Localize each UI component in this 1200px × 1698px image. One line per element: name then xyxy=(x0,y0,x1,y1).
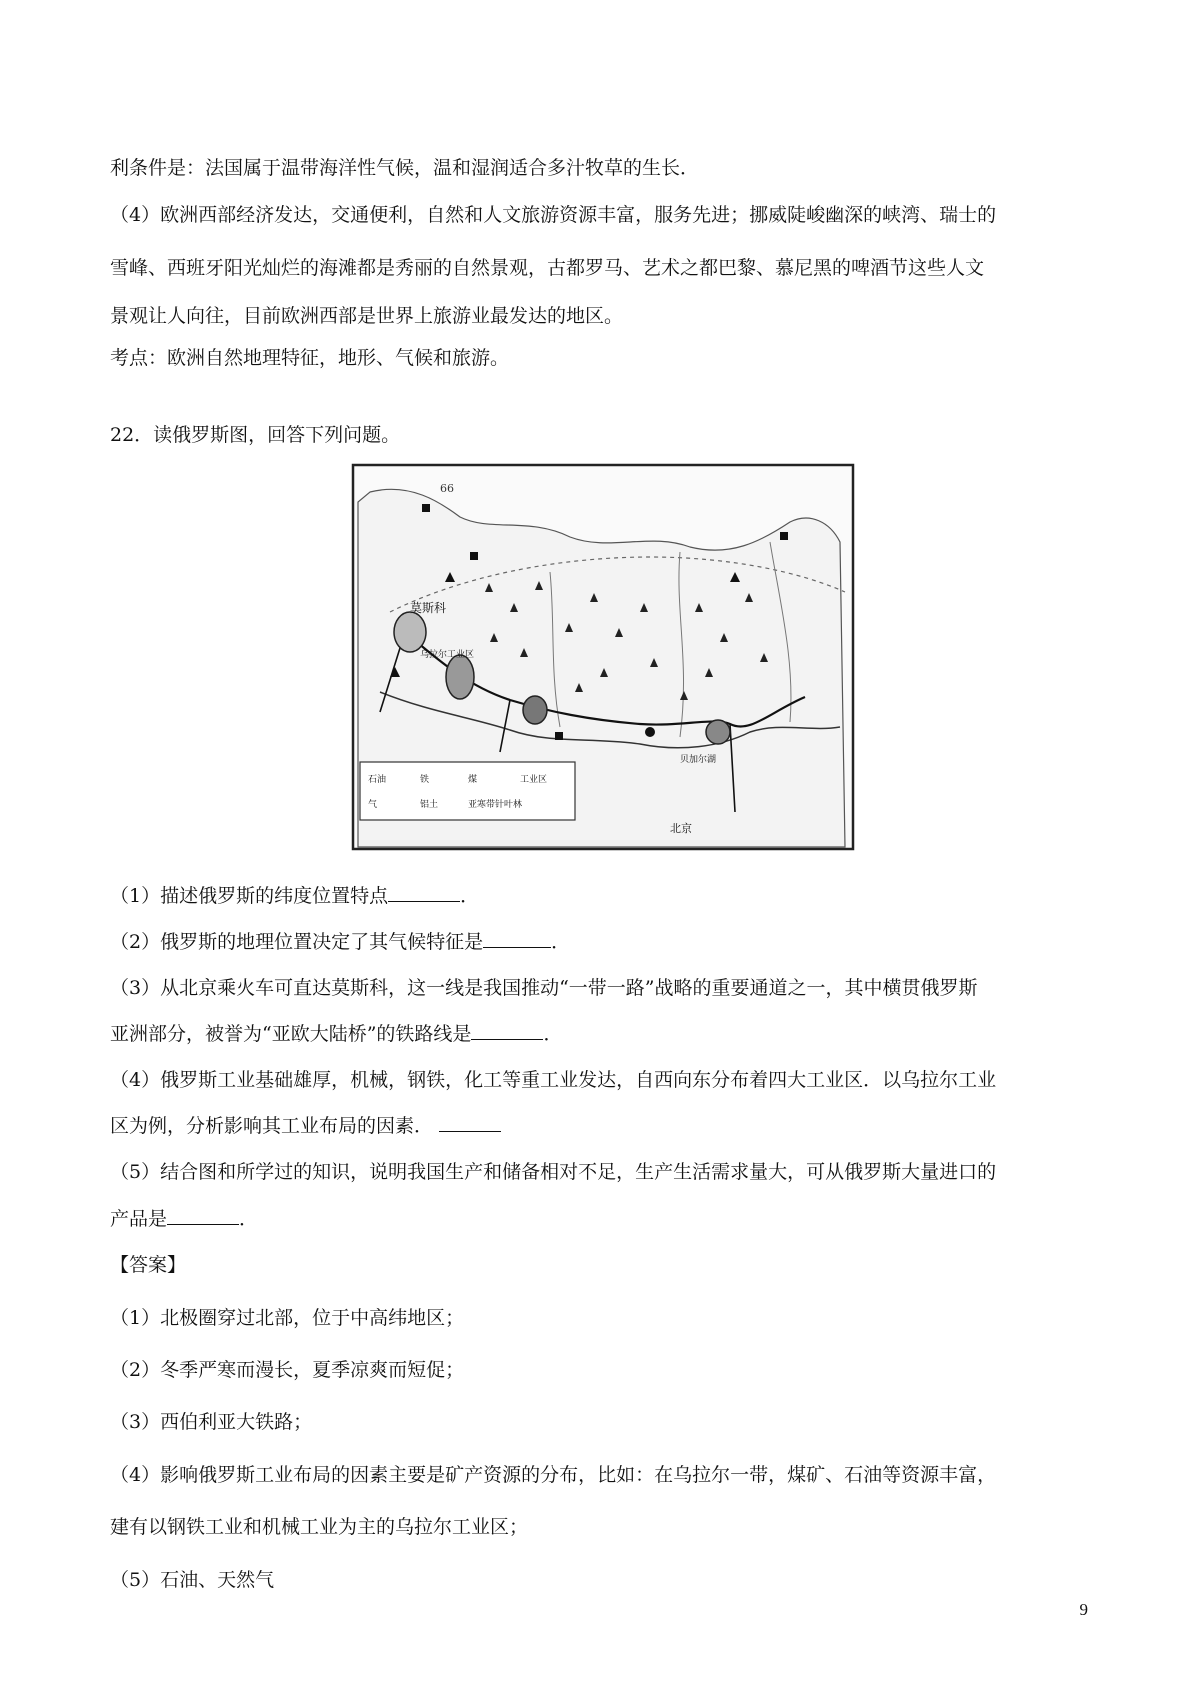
moscow-industry-region xyxy=(394,612,426,652)
ural-label: 乌拉尔工业区 xyxy=(420,650,475,660)
answer-4-line2: 建有以钢铁工业和机械工业为主的乌拉尔工业区； xyxy=(110,1516,529,1538)
answer-4-line1: （4）影响俄罗斯工业布局的因素主要是矿产资源的分布，比如：在乌拉尔一带，煤矿、石油等资源丰富， xyxy=(110,1464,997,1486)
period: ． xyxy=(543,1023,563,1045)
legend-gas: 气 xyxy=(368,800,378,810)
question-3-line2 xyxy=(110,1021,562,1047)
latitude-label: 66 xyxy=(440,482,454,495)
russia-map xyxy=(350,462,856,852)
legend-coal: 煤 xyxy=(468,775,478,785)
answer-header: 【答案】 xyxy=(110,1254,187,1276)
answer-blank-5[interactable] xyxy=(167,1206,239,1225)
beijing-label: 北京 xyxy=(670,822,692,835)
prev-answer-paragraph-4-line1: （4）欧洲西部经济发达，交通便利，自然和人文旅游资源丰富，服务先进；挪威陡峻幽深的峡湾、瑞士的 xyxy=(110,204,997,226)
lake-label: 贝加尔湖 xyxy=(680,755,717,765)
moscow-label: 莫斯科 xyxy=(410,601,447,615)
question-2 xyxy=(110,929,570,955)
legend-industry: 工业区 xyxy=(520,775,548,785)
map-legend xyxy=(360,762,575,820)
period: ． xyxy=(460,885,480,907)
question-2-text: （2）俄罗斯的地理位置决定了其气候特征是 xyxy=(110,931,484,953)
question-1-text: （1）描述俄罗斯的纬度位置特点 xyxy=(110,885,389,907)
answer-blank-3[interactable] xyxy=(471,1021,543,1040)
legend-aluminium: 铝土 xyxy=(420,800,439,810)
question-3-text: 亚洲部分，被誉为“亚欧大陆桥”的铁路线是 xyxy=(110,1023,472,1045)
legend-iron: 铁 xyxy=(420,775,430,785)
legend-forest: 亚寒带针叶林 xyxy=(468,800,523,810)
question-5-line2 xyxy=(110,1206,258,1232)
answer-5: （5）石油、天然气 xyxy=(110,1569,275,1591)
prev-answer-line: 利条件是：法国属于温带海洋性气候，温和湿润适合多汁牧草的生长． xyxy=(110,157,700,179)
answer-blank-2[interactable] xyxy=(483,929,551,948)
question-4-line1: （4）俄罗斯工业基础雄厚，机械，钢铁，化工等重工业发达，自西向东分布着四大工业区．以乌拉尔工业 xyxy=(110,1069,997,1091)
answer-1: （1）北极圈穿过北部，位于中高纬地区； xyxy=(110,1307,465,1329)
legend-oil: 石油 xyxy=(368,775,387,785)
prev-answer-paragraph-4-line2: 雪峰、西班牙阳光灿烂的海滩都是秀丽的自然景观，古都罗马、艺术之都巴黎、慕尼黑的啤酒节这些人文 xyxy=(110,257,985,279)
answer-blank-1[interactable] xyxy=(388,883,460,902)
prev-answer-paragraph-4-line3: 景观让人向往，目前欧洲西部是世界上旅游业最发达的地区。 xyxy=(110,305,624,327)
question-5-text: 产品是 xyxy=(110,1208,168,1230)
question-3-line1: （3）从北京乘火车可直达莫斯科，这一线是我国推动“一带一路”战略的重要通道之一，其中横贯俄罗斯 xyxy=(110,977,978,999)
page-number: 9 xyxy=(1079,1600,1088,1619)
answer-2: （2）冬季严寒而漫长，夏季凉爽而短促； xyxy=(110,1359,465,1381)
question-4-text: 区为例，分析影响其工业布局的因素． xyxy=(110,1115,434,1137)
question-4-line2 xyxy=(110,1113,501,1139)
far-east-industry-region xyxy=(706,720,730,744)
question-title: 22．读俄罗斯图，回答下列问题。 xyxy=(110,424,401,446)
period: ． xyxy=(551,931,571,953)
question-5-line1: （5）结合图和所学过的知识，说明我国生产和储备相对不足，生产生活需求量大，可从俄罗斯大量进口的 xyxy=(110,1161,997,1183)
answer-3: （3）西伯利亚大铁路； xyxy=(110,1411,313,1433)
question-1 xyxy=(110,883,479,909)
kaodian-line: 考点：欧洲自然地理特征，地形、气候和旅游。 xyxy=(110,347,510,369)
kuzbass-industry-region xyxy=(523,696,547,724)
period: ． xyxy=(239,1208,259,1230)
ural-industry-region xyxy=(446,655,474,699)
answer-blank-4[interactable] xyxy=(439,1113,501,1132)
